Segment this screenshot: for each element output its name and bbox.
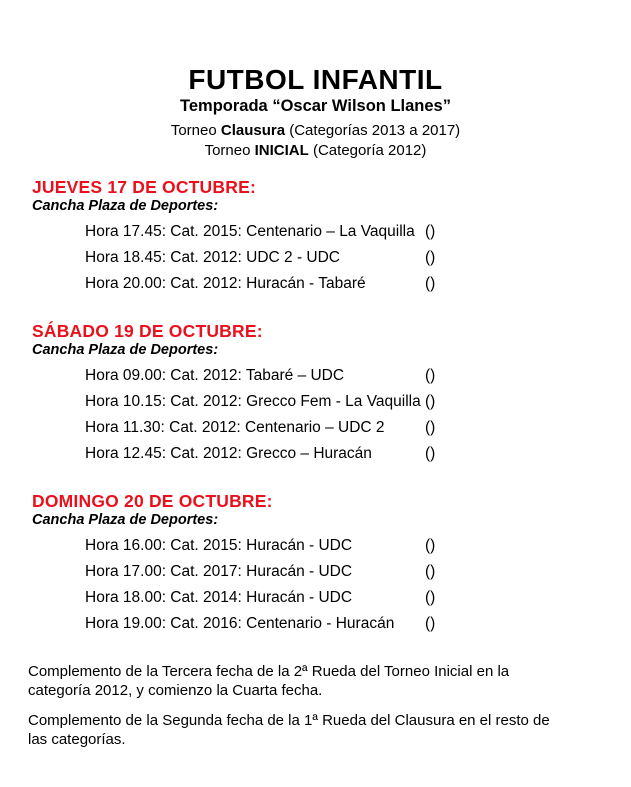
tournament-categories: (Categorías 2013 a 2017) (285, 122, 461, 139)
match-text: Hora 18.00: Cat. 2014: Huracán - UDC (85, 589, 353, 606)
match-result: () (425, 275, 436, 292)
match-result: () (425, 589, 436, 606)
match-result: () (425, 223, 436, 240)
tournament-line-clausura (0, 121, 631, 141)
match-list (32, 219, 605, 297)
section-domingo-20 (32, 491, 605, 637)
match-result: () (425, 615, 436, 632)
footnote-line: Complemento de la Tercera fecha de la 2ª Rueda del Torneo Inicial en la (28, 663, 510, 680)
venue-label: Cancha Plaza de Deportes: (32, 512, 219, 528)
tournament-prefix: Torneo (204, 142, 255, 159)
venue-label: Cancha Plaza de Deportes: (32, 198, 219, 214)
match-text: Hora 11.30: Cat. 2012: Centenario – UDC 2 (85, 419, 385, 436)
tournament-categories: (Categoría 2012) (308, 142, 427, 159)
match-text: Hora 18.45: Cat. 2012: UDC 2 - UDC (85, 249, 340, 266)
match-row (85, 585, 605, 611)
match-row (85, 415, 605, 441)
document-header (0, 0, 631, 161)
match-list (32, 533, 605, 637)
tournament-prefix: Torneo (170, 122, 221, 139)
footnote-inicial (28, 662, 605, 700)
match-row (85, 245, 605, 271)
page-title: FUTBOL INFANTIL (188, 64, 443, 95)
match-list (32, 363, 605, 467)
match-row (85, 389, 605, 415)
match-text: Hora 17.45: Cat. 2015: Centenario – La Vaquilla (85, 223, 415, 240)
match-result: () (425, 393, 436, 410)
section-heading: JUEVES 17 DE OCTUBRE: (32, 177, 256, 197)
match-text: Hora 17.00: Cat. 2017: Huracán - UDC (85, 563, 353, 580)
match-text: Hora 19.00: Cat. 2016: Centenario - Huracán (85, 615, 395, 632)
match-row (85, 363, 605, 389)
match-row (85, 271, 605, 297)
match-row (85, 533, 605, 559)
match-result: () (425, 419, 436, 436)
footnote-line: categoría 2012, y comienzo la Cuarta fecha. (28, 682, 323, 699)
footnote-clausura (28, 711, 605, 749)
tournament-lines (0, 121, 631, 161)
section-jueves-17 (32, 177, 605, 297)
match-text: Hora 09.00: Cat. 2012: Tabaré – UDC (85, 367, 345, 384)
footnote-line: Complemento de la Segunda fecha de la 1ª Rueda del Clausura en el resto de (28, 712, 550, 729)
footnotes (28, 662, 605, 749)
page-subtitle: Temporada “Oscar Wilson Llanes” (180, 97, 451, 115)
match-result: () (425, 537, 436, 554)
section-heading: SÁBADO 19 DE OCTUBRE: (32, 321, 263, 341)
match-result: () (425, 367, 436, 384)
tournament-name: Clausura (220, 122, 286, 139)
footnote-line: las categorías. (28, 731, 126, 748)
match-text: Hora 12.45: Cat. 2012: Grecco – Huracán (85, 445, 372, 462)
match-row (85, 611, 605, 637)
match-row (85, 559, 605, 585)
match-row (85, 441, 605, 467)
match-result: () (425, 249, 436, 266)
section-sabado-19 (32, 321, 605, 467)
match-text: Hora 20.00: Cat. 2012: Huracán - Tabaré (85, 275, 366, 292)
match-text: Hora 10.15: Cat. 2012: Grecco Fem - La Vaquilla (85, 393, 421, 410)
tournament-name: INICIAL (254, 142, 309, 159)
venue-label: Cancha Plaza de Deportes: (32, 342, 219, 358)
match-result: () (425, 563, 436, 580)
match-row (85, 219, 605, 245)
tournament-line-inicial (0, 141, 631, 161)
match-result: () (425, 445, 436, 462)
match-text: Hora 16.00: Cat. 2015: Huracán - UDC (85, 537, 353, 554)
section-heading: DOMINGO 20 DE OCTUBRE: (32, 491, 273, 511)
